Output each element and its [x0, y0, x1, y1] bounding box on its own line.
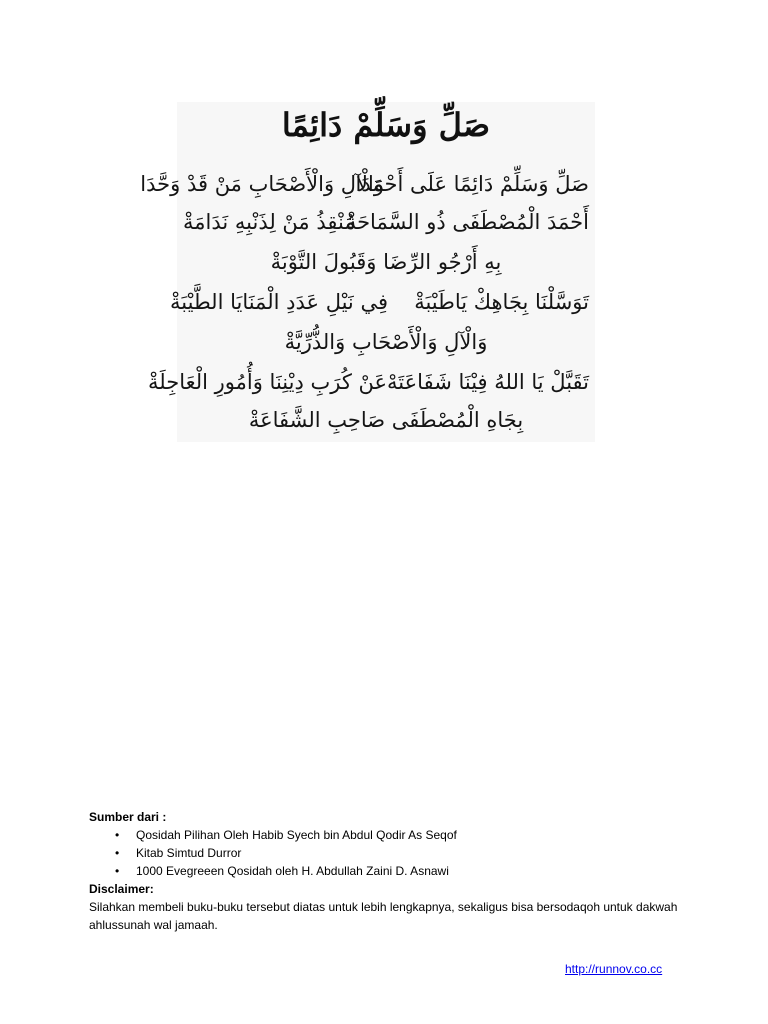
sources-list: [89, 826, 689, 880]
poem-line: [183, 322, 589, 362]
website-link-row: [565, 960, 662, 978]
footer-notes: [89, 808, 689, 934]
poem-hemistich-right: تَقَبَّلْ يَا اللهُ فِيْنَا شَفَاعَتَهْ: [387, 370, 589, 394]
poem-line: [183, 202, 589, 242]
poem-line-center: بِجَاهِ الْمُصْطَفَى صَاحِبِ الشَّفَاعَةْ: [248, 408, 524, 432]
poem-hemistich-right: صَلِّ وَسَلِّمْ دَائِمًا عَلَى أَحْمَدَا: [355, 172, 589, 196]
list-item: [89, 844, 689, 862]
poem-hemistich-left: مُنْقِذُ مَنْ لِذَنْبِهِ نَدَامَةْ: [183, 210, 356, 234]
poem-title: صَلِّ وَسَلِّمْ دَائِمًا: [281, 106, 491, 144]
poem-hemistich-left: فِي نَيْلِ عَدَدِ الْمَنَايَا الطَّيْبَةْ: [170, 290, 388, 314]
source-text: Kitab Simtud Durror: [136, 846, 242, 860]
disclaimer-heading: Disclaimer:: [89, 882, 154, 896]
poem-hemistich-left: عَنْ كُرَبِ دِيْنِنَا وَأُمُورِ الْعَاجِلَةْ: [148, 370, 388, 394]
poem-line: [148, 362, 589, 402]
list-item: [89, 826, 689, 844]
website-link[interactable]: http://runnov.co.cc: [565, 962, 663, 976]
poem-line-center: وَالْآلِ وَالْأَصْحَابِ وَالذُّرِّيَّةْ: [284, 330, 488, 354]
bullet-icon: •: [115, 828, 120, 842]
poem-line: [183, 400, 589, 440]
bullet-icon: •: [115, 864, 120, 878]
sources-heading: Sumber dari :: [89, 810, 167, 824]
poem-hemistich-left: وَالْآلِ وَالْأَصْحَابِ مَنْ قَدْ وَحَّدَا: [140, 172, 384, 196]
arabic-poem-scan: [140, 102, 595, 442]
source-text: 1000 Evegreeen Qosidah oleh H. Abdullah Zaini D. Asnawi: [136, 864, 449, 878]
bullet-icon: •: [115, 846, 120, 860]
list-item: [89, 862, 689, 880]
source-text: Qosidah Pilihan Oleh Habib Syech bin Abdul Qodir As Seqof: [136, 828, 457, 842]
poem-line: [183, 242, 589, 282]
poem-hemistich-right: أَحْمَدَ الْمُصْطَفَى ذُو السَّمَاحَةْ: [345, 210, 589, 234]
poem-line-center: بِهِ أَرْجُو الرِّضَا وَقَبُولَ التَّوْبَةْ: [270, 250, 502, 274]
disclaimer-text: Silahkan membeli buku-buku tersebut diatas untuk lebih lengkapnya, sekaligus bisa bersodaqoh untuk dakwah ahlussunah wal jamaah.: [89, 900, 678, 932]
poem-hemistich-right: تَوَسَّلْنَا بِجَاهِكْ يَاطَيْبَةْ: [414, 290, 589, 314]
poem-line: [140, 164, 589, 204]
poem-line: [170, 282, 589, 322]
